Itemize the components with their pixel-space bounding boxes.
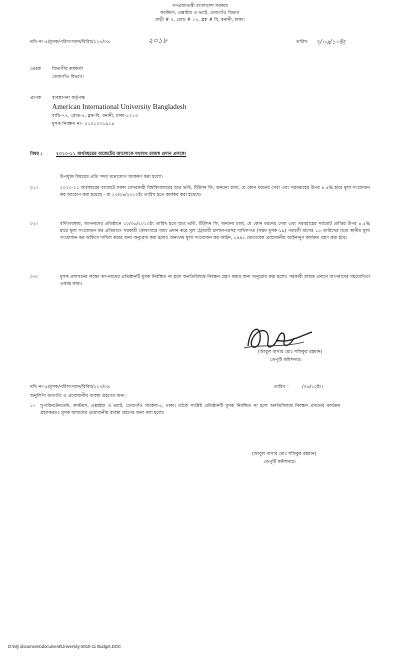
paragraph-3: মূসক প্রশাসনের লক্ষ্যে আপনাদের প্রতিষ্ঠানটি মূসক নিবন্ধিত না হলে অনতিবিলম্বে নিবন্ধন গ্রহণ করার জন্য অনুরোধ করা হলো। সরকারী রাজস্ব প্রদানে আপনাদের সহযোগিতা একান্ত কাম্য। [60, 275, 370, 287]
signature-2-title: ডেপুটি কমিশনার। [264, 460, 296, 465]
recipient-line-1: ব্যবস্থাপনা কর্তৃপক্ষ [52, 96, 85, 101]
signature-1-title: ডেপুটি কমিশনার। [270, 358, 302, 363]
handwritten-date: ৭/০৬/১০ইং [316, 39, 346, 46]
copy-date-label: তারিখ : [274, 385, 289, 390]
recipient-vat-number: মূসক নিবন্ধন নং- ৫১০১০৩১৯১৪ [52, 122, 115, 127]
paragraph-2: বর্ণিতাবস্থায়, আপনাদের প্রতিষ্ঠানে ১০/০৬/২০১০ইং তারিখ হতে ছাত্র ভর্তি, টিউশন ফি, অন্যান্য চার্জ, যে কোন ধরনের সেবা এবং সরবরাহের সর্বমোট প্রাপ্তির উপর ৪.৫% হারে মূল্য সংযোজন কর প্রতিমাসে সরকারী কোষাগারে জমা প্রদান করে মূল ট্রেজারী চালানপত্রসহ দাখিলপত্র (ফরম মূসক-১৯) পরবর্তী মাসের ১৫ তারিখের মধ্যে স্থানীয় মূল্য সংযোজন কর অফিসে দাখিল করার জন্য অনুরোধ করা হলো। অন্যথায় মূল্য সংযোজন কর আইন, ১৯৯১ মোতাবেক প্রয়োজনীয় আইনানুগ কার্যক্রম গ্রহণ করা হবে। [60, 222, 370, 241]
recipient-university: American International University Bangladesh [52, 103, 187, 111]
letterhead-line-1: গণপ্রজাতন্ত্রী বাংলাদেশ সরকার [172, 4, 228, 9]
copy-item-1-number: ১। [30, 404, 35, 409]
signature-1-name: (আবুল বাসার মোঃ শফিকুর রহমান) [258, 350, 323, 355]
paragraph-1-number: ০১। [30, 186, 38, 191]
letterhead-line-3: বাড়ী # ৭, রোড # ১৭, ব্লক # বি, বনানী, ঢাকা। [155, 18, 245, 23]
copy-reference-number: নথি নং-৪/মূসক/পরিসংখ্যান/বিবিধ/২২৭/০৯ [30, 385, 111, 390]
sender-label: প্রেরক [30, 67, 42, 72]
date-label: তারিখ [296, 40, 308, 45]
subject-text: ২০১০-১১ অর্থবছরের বাজেটের আলোকে যথাযথ রাজস্ব প্রদান প্রসঙ্গে। [56, 152, 187, 157]
sender-line-2: তেজগাঁও বিভাগ। [52, 75, 84, 80]
handwritten-reference: ২০১৮ [148, 36, 168, 45]
paragraph-1: ২০১০-১১ অর্থবছরের বাজেটে সকল বেসরকারী বিশ্ববিদ্যালয়ের ছাত্র ভর্তি, টিউশন ফি, অন্যান্য চার্জ, যে কোন ধরনের সেবা এবং সরবরাহের উপর ৪.৫% হারে মূল্য সংযোজন কর আরোপ করা হয়েছে - যা ১০/০৬/২০১০ইং তারিখ হতে কার্যকর করা হয়েছে। [60, 186, 370, 198]
copy-info-heading: অনুলিপি অবগতি ও প্রয়োজনীয় ব্যবস্থা গ্রহণের জন্য : [30, 394, 128, 399]
subject-label: বিষয় : [30, 152, 43, 157]
copy-item-1: সুপারিনটেনডেন্ট, কাস্টমস, এক্সাইজ ও ভ্যাট, তেজগাঁও সার্কেল-৫, ঢাকা। তাঁকে সংশ্লিষ্ট প্রতিষ্ঠানটি মূসক নিবন্ধিত না হলে অনতিবিলম্বে নিবন্ধন প্রদানের কার্যক্রম গ্রহণকরতঃ মূসক আদায়ের প্রয়োজনীয় ব্যবস্থা গ্রহণের জন্য বলা হলো। [40, 404, 340, 416]
footer-file-path: D:\My documents\document\University-2010-11 Budget.DOC [8, 644, 122, 649]
paragraph-2-number: ০২। [30, 222, 38, 227]
letterhead-line-2: কাস্টমস, এক্সাইজ ও ভ্যাট, ঢেজগাঁও বিভাগ [160, 11, 240, 16]
intro-paragraph: উপর্যুক্ত বিষয়ের প্রতি সদয় মনোযোগ আকর্ষণ করা হলো। [60, 175, 163, 180]
copy-date: /০৬/১০ইং। [302, 385, 324, 390]
sender-line-1: বিভাগীয় কর্মকর্তা [52, 67, 83, 72]
reference-number: নথি নং-৪/মূসক/পরিসংখ্যান/বিবিধ/২২৭/০৯ [30, 40, 111, 45]
recipient-address: বাড়ি-৭৭, রোড-৪, ব্লক-বি, বনানী, ঢাকা-১২১৩ [52, 114, 138, 119]
signature-2-name: (আবুল বাসার মোঃ শফিকুর রহমান) [252, 452, 317, 457]
paragraph-3-number: ০৩। [30, 275, 38, 280]
recipient-label: প্রাপক [30, 96, 42, 101]
